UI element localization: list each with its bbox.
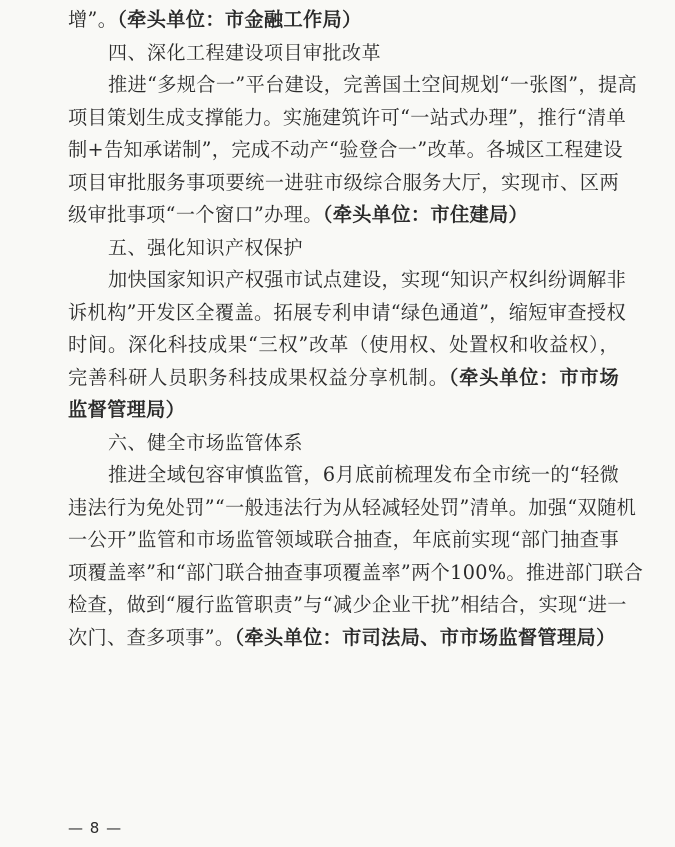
lead-unit: （牵头单位：市市场: [448, 365, 619, 389]
paragraph-line: 诉机构”开发区全覆盖。拓展专利申请“绿色通道”，缩短审查授权: [68, 300, 626, 324]
lead-unit: （牵头单位：市住建局）: [322, 203, 529, 226]
paragraph-text: 次门、查多项事”。: [68, 625, 235, 649]
paragraph-line: 加快国家知识产权强市试点建设，实现“知识产权纠纷调解非: [108, 268, 627, 291]
section-heading-5: 五、强化知识产权保护: [108, 236, 304, 259]
paragraph-line: 项目策划生成支撑能力。实施建筑许可“一站式办理”，推行“清单: [68, 105, 626, 129]
paragraph-line: 推进“多规合一”平台建设，完善国土空间规划“一张图”，提高: [108, 73, 638, 96]
page-number: — 8 —: [68, 819, 123, 837]
paragraph-text: 完善科研人员职务科技成果权益分享机制。: [68, 365, 449, 389]
continuation-text: 增”。: [68, 8, 118, 31]
section-heading-6: 六、健全市场监管体系: [108, 431, 304, 454]
paragraph-line: 制+告知承诺制”，完成不动产“验登合一”改革。各城区工程建设: [68, 138, 623, 161]
paragraph-line: 检查，做到“履行监管职责”与“减少企业干扰”相结合，实现“进一: [68, 593, 627, 616]
paragraph-line: 一公开”监管和市场监管领域联合抽查，年底前实现“部门抽查事: [68, 528, 619, 551]
lead-unit: （牵头单位：市司法局、市市场监督管理局）: [234, 625, 616, 649]
paragraph-text: 级审批事项“一个窗口”办理。: [68, 203, 323, 226]
paragraph-line: 时间。深化科技成果“三权”改革（使用权、处置权和收益权），: [68, 333, 619, 356]
lead-unit: （牵头单位：市金融工作局）: [117, 8, 362, 31]
paragraph-line: 项目审批服务事项要统一进驻市级综合服务大厅，实现市、区两: [68, 170, 619, 194]
section-heading-4: 四、深化工程建设项目审批改革: [108, 41, 382, 64]
paragraph-line-last: [68, 394, 619, 427]
continuation-line: [68, 4, 619, 37]
paragraph-line-last: [68, 199, 619, 232]
paragraph-line: 项覆盖率”和“部门联合抽查事项覆盖率”两个100%。推进部门联合: [68, 560, 644, 584]
paragraph-line-mixed: [68, 362, 619, 395]
paragraph-line: 推进全域包容审慎监管，6月底前梳理发布全市统一的“轻微: [108, 463, 620, 486]
paragraph-line: 违法行为免处罚”“一般违法行为从轻减轻处罚”清单。加强“双随机: [68, 495, 637, 519]
paragraph-line-last: [68, 622, 619, 655]
lead-unit-tail: 监督管理局）: [68, 398, 186, 421]
